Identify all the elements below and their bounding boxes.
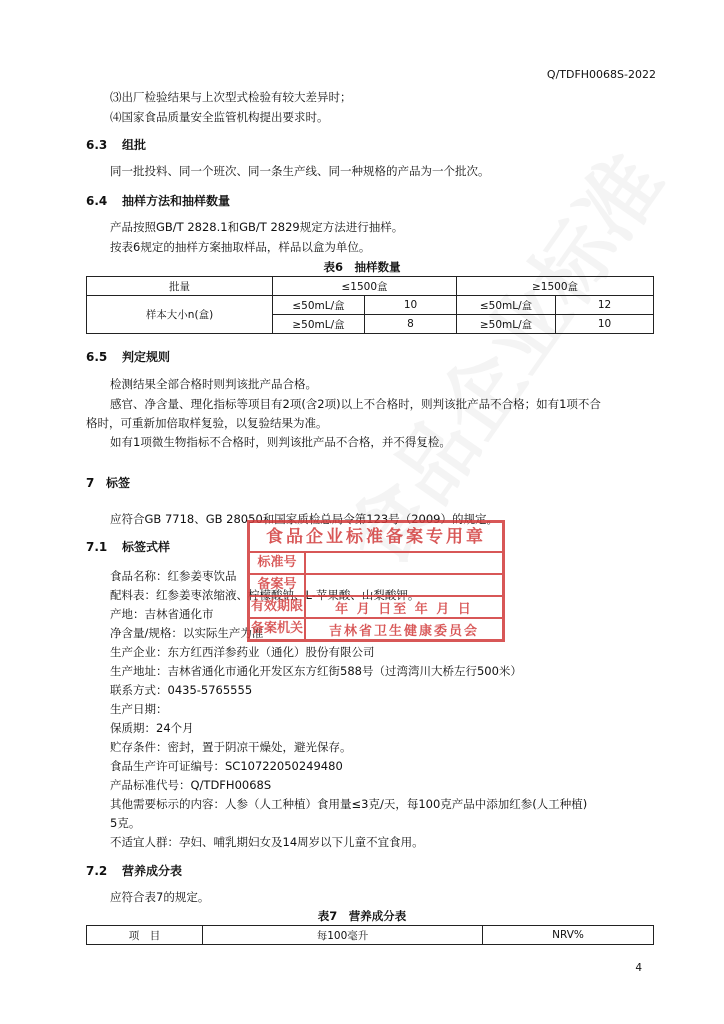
section-7-1-heading: 7.1 标签式样 [86,540,171,554]
table-7-header: NRV% [483,926,654,945]
intro-item-4: ⑷国家食品质量安全监管机构提出要求时。 [110,110,329,124]
section-6-5-p2: 感官、净含量、理化指标等项目有2项(含2项)以上不合格时，则判该批产品不合格；如有1项不合 [110,397,601,411]
filing-stamp [247,520,505,642]
table-7-header: 每100毫升 [203,926,483,945]
table-6-header-ge1500: ≥1500盒 [457,277,654,296]
label-line: 生产企业：东方红西洋参药业（通化）股份有限公司 [110,645,375,659]
label-line: 产品标准代号：Q/TDFH0068S [110,778,272,792]
label-line: 保质期：24个月 [110,721,194,735]
section-6-4-p2: 按表6规定的抽样方案抽取样品，样品以盒为单位。 [110,240,371,254]
table-cell: 12 [556,296,654,315]
stamp-value: 吉林省卫生健康委员会 [328,623,479,639]
table-cell: ≥50mL/盒 [457,315,556,334]
label-line: 生产地址：吉林省通化市通化开发区东方红街588号（过湾湾川大桥左行500米） [110,664,522,678]
section-7-body: 应符合GB 7718、GB 28050和国家质检总局令第123号（2009）的规定。 [110,512,498,526]
stamp-value: 年 月 日至 年 月 日 [335,601,473,617]
section-6-5-p2-cont: 格时，可重新加倍取样复验，以复验结果为准。 [86,416,328,430]
section-7-2-body: 应符合表7的规定。 [110,890,210,904]
label-line: 联系方式：0435-5765555 [110,683,253,697]
table-7-header: 项 目 [87,926,203,945]
stamp-label: 备案号 [250,575,306,595]
label-line: 不适宜人群：孕妇、哺乳期妇女及14周岁以下儿童不宜食用。 [110,835,424,849]
section-6-5-heading: 6.5 判定规则 [86,350,171,364]
stamp-label: 有效期限 [250,597,306,617]
label-line: 5克。 [110,816,141,830]
table-6-caption: 表6 抽样数量 [323,260,401,274]
stamp-label: 标准号 [250,553,306,573]
table-cell: 10 [556,315,654,334]
section-6-3-heading: 6.3 组批 [86,138,147,152]
label-line: 食品名称：红参姜枣饮品 [110,569,237,583]
section-7-heading: 7 标签 [86,476,131,490]
table-cell: 10 [365,296,457,315]
stamp-head: 食品企业标准备案专用章 [266,527,486,547]
section-6-4-heading: 6.4 抽样方法和抽样数量 [86,194,231,208]
label-line: 产地：吉林省通化市 [110,607,214,621]
table-6-row-label: 样本大小n(盒) [87,296,273,334]
table-cell: 8 [365,315,457,334]
sampling-table [86,276,654,334]
label-line: 其他需要标示的内容：人参（人工种植）食用量≤3克/天，每100克产品中添加红参(人工种植) [110,797,588,811]
section-6-3-body: 同一批投料、同一个班次、同一条生产线、同一种规格的产品为一个批次。 [110,164,490,178]
nutrition-table [86,925,654,945]
table-6-header-batch: 批量 [87,277,273,296]
table-7-caption: 表7 营养成分表 [317,909,407,923]
stamp-label: 备案机关 [250,619,306,639]
table-cell: ≤50mL/盒 [457,296,556,315]
label-line: 食品生产许可证编号：SC10722050249480 [110,759,343,773]
page-number: 4 [635,962,642,974]
table-6-header-le1500: ≤1500盒 [273,277,457,296]
table-cell: ≥50mL/盒 [273,315,365,334]
intro-item-3: ⑶出厂检验结果与上次型式检验有较大差异时； [110,90,352,104]
section-6-4-p1: 产品按照GB/T 2828.1和GB/T 2829规定方法进行抽样。 [110,220,404,234]
table-cell: ≤50mL/盒 [273,296,365,315]
section-7-2-heading: 7.2 营养成分表 [86,864,183,878]
section-6-5-p1: 检测结果全部合格时则判该批产品合格。 [110,377,317,391]
label-line: 配料表：红参姜枣浓缩液、柠檬酸钠、L-苹果酸、山梨酸钾。 [110,588,420,602]
doc-code: Q/TDFH0068S-2022 [546,68,656,81]
label-line: 净含量/规格：以实际生产为准 [110,626,264,640]
label-line: 生产日期： [110,702,168,716]
label-line: 贮存条件：密封，置于阴凉干燥处，避光保存。 [110,740,352,754]
section-6-5-p3: 如有1项微生物指标不合格时，则判该批产品不合格，并不得复检。 [110,435,451,449]
